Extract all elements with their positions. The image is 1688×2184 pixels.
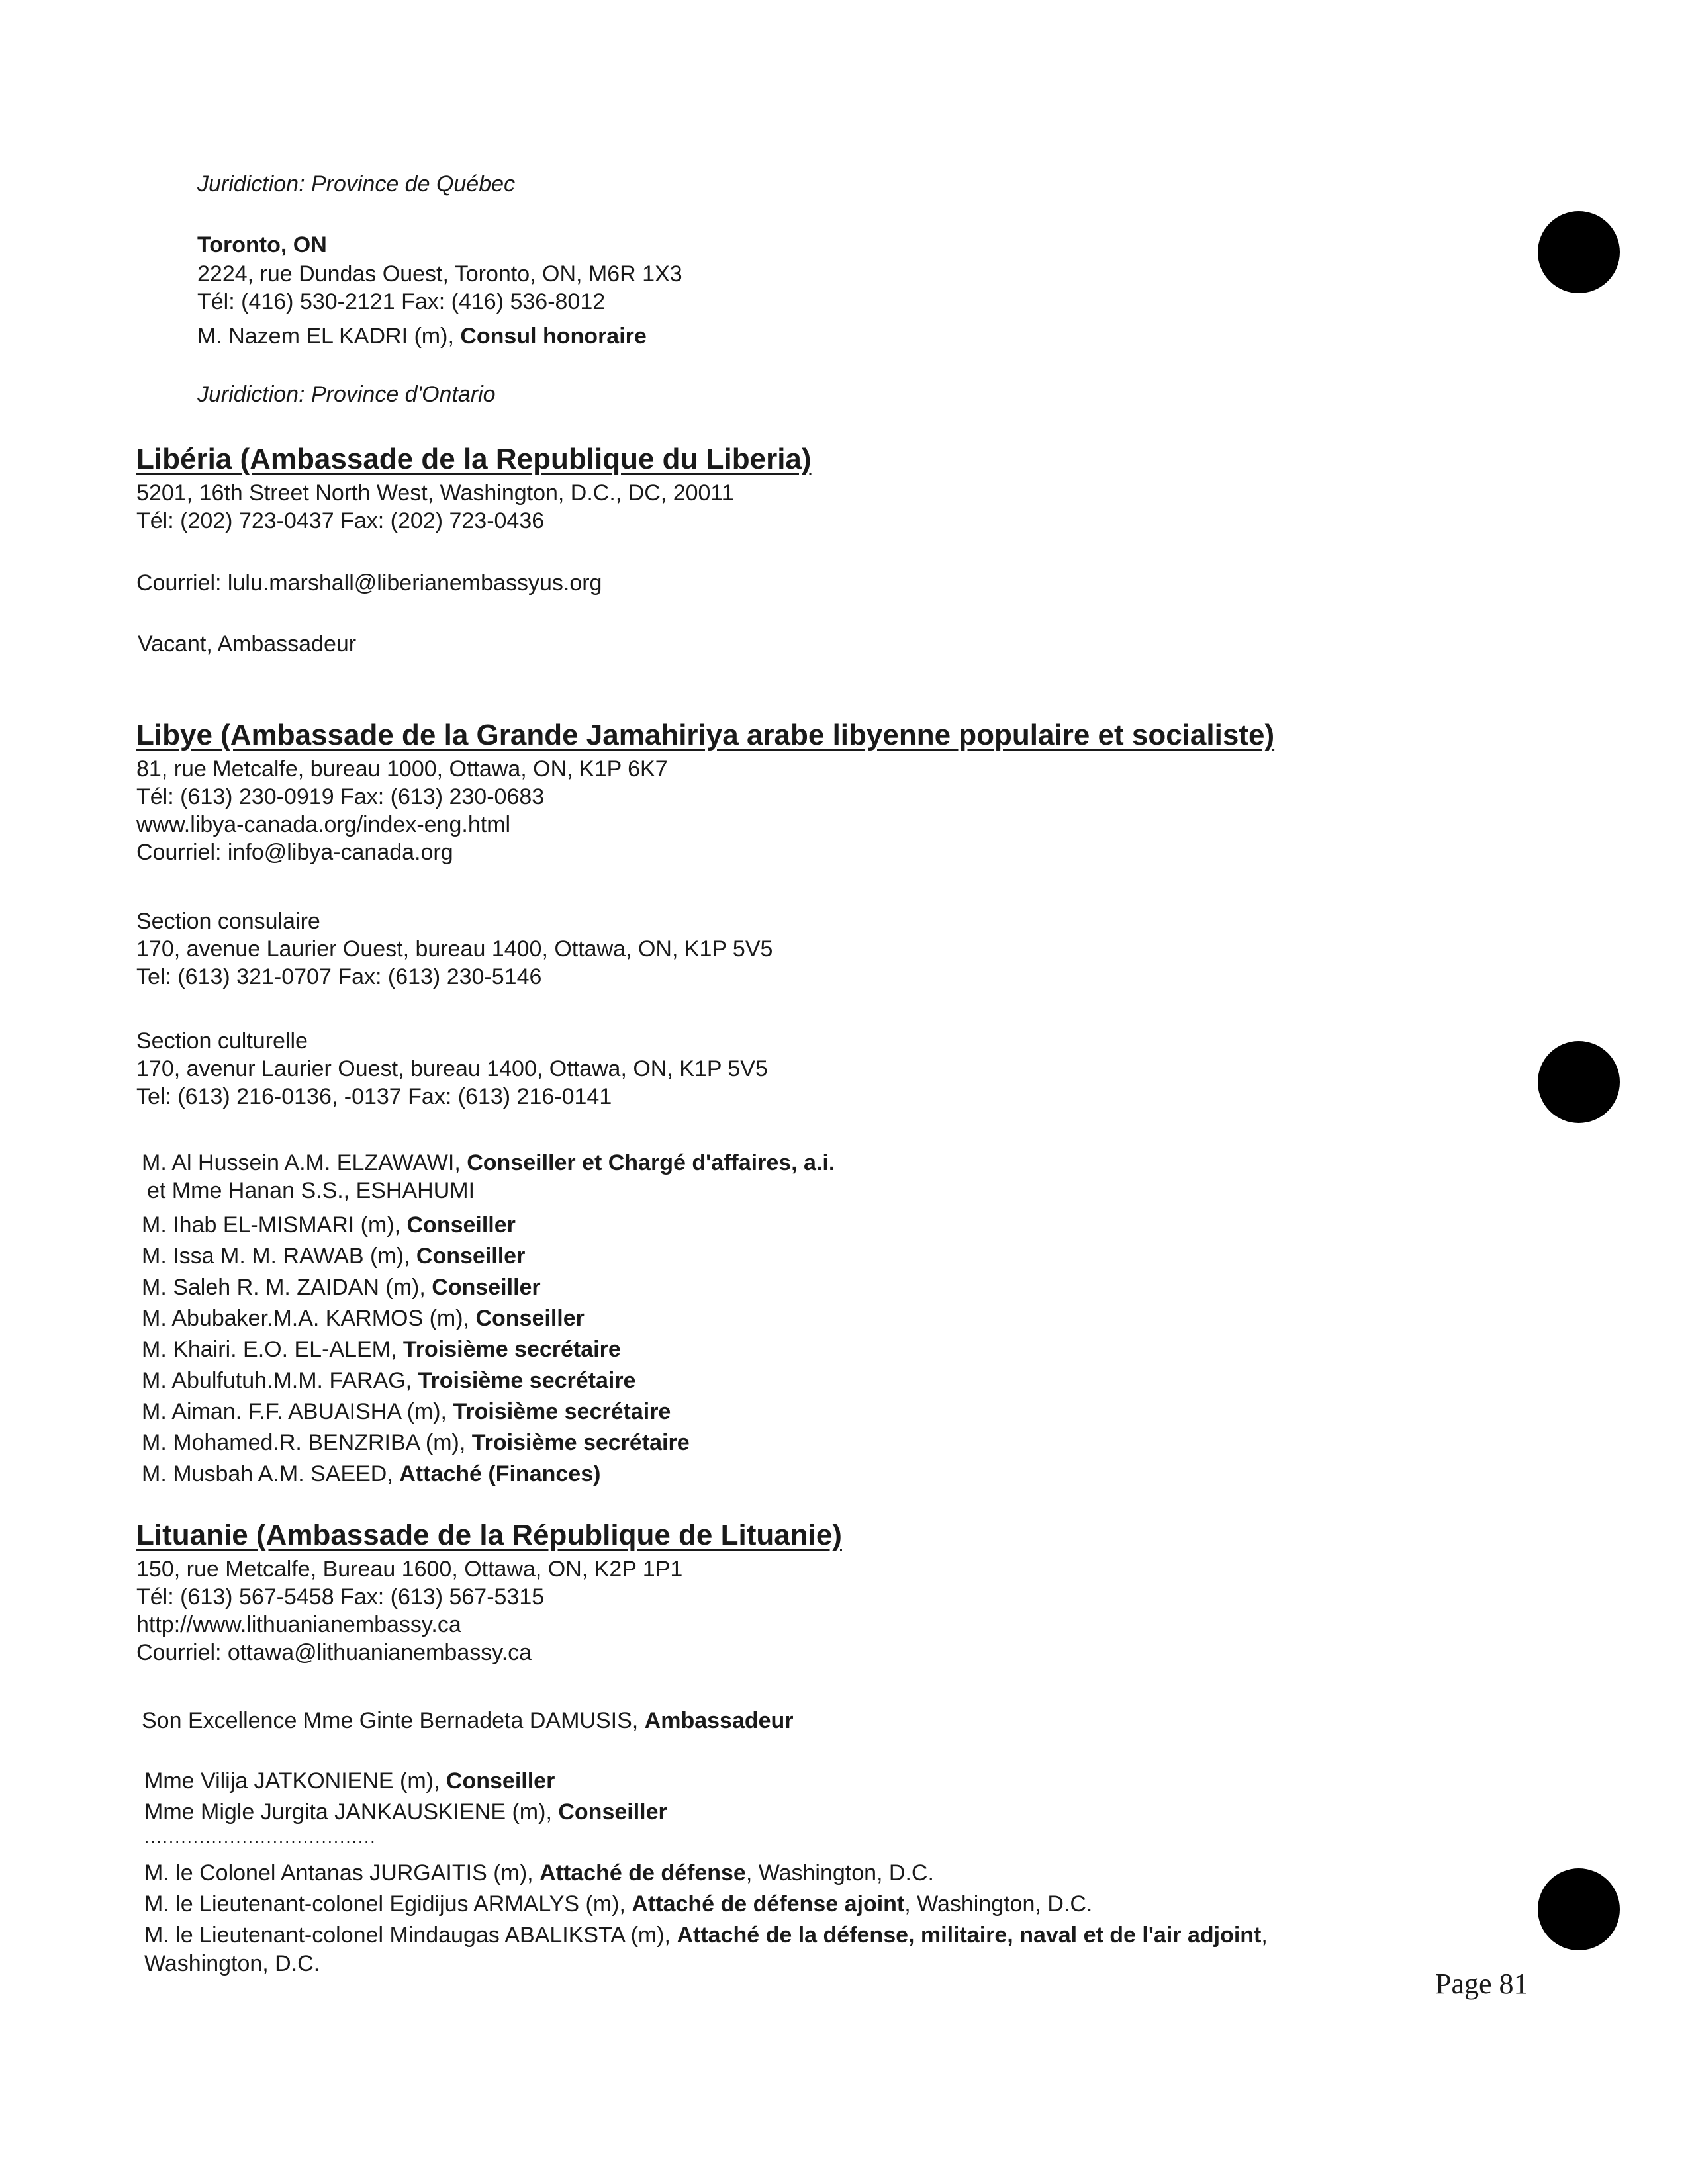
person-title: Ambassadeur (644, 1708, 794, 1733)
libya-consular-phone: Tel: (613) 321-0707 Fax: (613) 230-5146 (136, 964, 542, 989)
libya-cultural-address: 170, avenur Laurier Ouest, bureau 1400, Ottawa, ON, K1P 5V5 (136, 1056, 768, 1081)
person-title: Conseiller (406, 1212, 516, 1238)
libya-email: Courriel: info@libya-canada.org (136, 840, 453, 865)
list-item (142, 1336, 621, 1363)
libya-consular-address: 170, avenue Laurier Ouest, bureau 1400, Ottawa, ON, K1P 5V5 (136, 936, 773, 962)
list-item (142, 1243, 525, 1269)
libya-address: 81, rue Metcalfe, bureau 1000, Ottawa, ON, K1P 6K7 (136, 756, 668, 782)
person-name: M. Issa M. M. RAWAB (m), (142, 1244, 416, 1269)
person-location: , Washington, D.C. (904, 1891, 1093, 1917)
lithuania-email: Courriel: ottawa@lithuanianembassy.ca (136, 1640, 532, 1665)
punch-hole-middle (1538, 1041, 1620, 1123)
person-name: M. Mohamed.R. BENZRIBA (m), (142, 1430, 472, 1455)
person-title: Conseiller (475, 1306, 585, 1331)
list-item (142, 1274, 541, 1300)
list-item (142, 1430, 690, 1456)
page-number: Page 81 (1435, 1968, 1528, 2000)
person-title: Consul honoraire (460, 324, 647, 349)
list-item (142, 1305, 585, 1332)
toronto-phone: Tél: (416) 530-2121 Fax: (416) 536-8012 (197, 289, 606, 314)
person-title: Attaché de défense ajoint (632, 1891, 905, 1917)
person-title: Conseiller et Chargé d'affaires, a.i. (467, 1150, 835, 1175)
list-item (142, 1212, 516, 1238)
person-title: Troisième secrétaire (453, 1399, 671, 1424)
person-name: M. Aiman. F.F. ABUAISHA (m), (142, 1399, 453, 1424)
lithuania-heading: Lituanie (Ambassade de la République de Lituanie) (136, 1519, 842, 1551)
dotted-separator: ...................................... (144, 1827, 377, 1846)
punch-hole-top (1538, 211, 1620, 293)
person-title: Attaché (Finances) (399, 1461, 601, 1486)
person-location: , (1261, 1923, 1268, 1948)
person-name: Mme Vilija JATKONIENE (m), (144, 1768, 446, 1794)
toronto-address: 2224, rue Dundas Ouest, Toronto, ON, M6R 1X3 (197, 261, 682, 287)
list-item (142, 1367, 635, 1394)
person-name: M. le Lieutenant-colonel Mindaugas ABALIKSTA (m), (144, 1923, 677, 1948)
toronto-consul (197, 323, 647, 349)
person-title: Attaché de défense (539, 1860, 746, 1886)
liberia-email: Courriel: lulu.marshall@liberianembassyus.org (136, 570, 602, 596)
libya-charge-affaires (142, 1150, 835, 1176)
list-item (144, 1891, 1092, 1917)
person-name: M. le Lieutenant-colonel Egidijus ARMALYS (m), (144, 1891, 632, 1917)
list-item (142, 1461, 600, 1487)
lithuania-web: http://www.lithuanianembassy.ca (136, 1612, 461, 1637)
quebec-jurisdiction: Juridiction: Province de Québec (197, 171, 516, 197)
libya-cultural-phone: Tel: (613) 216-0136, -0137 Fax: (613) 216-0141 (136, 1084, 612, 1109)
person-name: M. le Colonel Antanas JURGAITIS (m), (144, 1860, 540, 1886)
liberia-heading: Libéria (Ambassade de la Republique du Liberia) (136, 443, 812, 475)
person-name: M. Nazem EL KADRI (m), (197, 324, 461, 349)
person-name: M. Abulfutuh.M.M. FARAG, (142, 1368, 418, 1393)
person-title: Troisième secrétaire (471, 1430, 690, 1455)
liberia-phone: Tél: (202) 723-0437 Fax: (202) 723-0436 (136, 508, 545, 533)
libya-cultural-label: Section culturelle (136, 1028, 308, 1054)
libya-web: www.libya-canada.org/index-eng.html (136, 812, 511, 837)
person-name: M. Al Hussein A.M. ELZAWAWI, (142, 1150, 467, 1175)
list-item-continuation: Washington, D.C. (144, 1951, 320, 1976)
person-name: M. Musbah A.M. SAEED, (142, 1461, 400, 1486)
libya-spouse: et Mme Hanan S.S., ESHAHUMI (147, 1178, 475, 1203)
person-title: Conseiller (416, 1244, 526, 1269)
list-item (142, 1398, 671, 1425)
lithuania-phone: Tél: (613) 567-5458 Fax: (613) 567-5315 (136, 1584, 545, 1610)
person-title: Troisième secrétaire (402, 1337, 621, 1362)
person-name: M. Saleh R. M. ZAIDAN (m), (142, 1275, 432, 1300)
list-item (144, 1922, 1268, 1948)
person-title: Attaché de la défense, militaire, naval et de l'air adjoint (677, 1923, 1262, 1948)
list-item (144, 1768, 555, 1794)
list-item (144, 1799, 667, 1825)
person-title: Troisième secrétaire (418, 1368, 636, 1393)
ontario-jurisdiction: Juridiction: Province d'Ontario (197, 382, 496, 407)
person-name: M. Abubaker.M.A. KARMOS (m), (142, 1306, 476, 1331)
person-title: Conseiller (432, 1275, 541, 1300)
person-title: Conseiller (558, 1799, 667, 1825)
person-title: Conseiller (445, 1768, 555, 1794)
lithuania-address: 150, rue Metcalfe, Bureau 1600, Ottawa, ON, K2P 1P1 (136, 1557, 683, 1582)
lithuania-ambassador (142, 1707, 794, 1734)
person-location: , Washington, D.C. (745, 1860, 934, 1886)
liberia-ambassador: Vacant, Ambassadeur (138, 631, 357, 657)
punch-hole-bottom (1538, 1868, 1620, 1950)
toronto-city: Toronto, ON (197, 232, 327, 257)
list-item (144, 1860, 934, 1886)
person-name: M. Ihab EL-MISMARI (m), (142, 1212, 407, 1238)
libya-heading: Libye (Ambassade de la Grande Jamahiriya arabe libyenne populaire et socialiste) (136, 719, 1275, 751)
person-name: Son Excellence Mme Ginte Bernadeta DAMUSIS, (142, 1708, 645, 1733)
libya-consular-label: Section consulaire (136, 909, 320, 934)
liberia-address: 5201, 16th Street North West, Washington, D.C., DC, 20011 (136, 480, 734, 506)
person-name: Mme Migle Jurgita JANKAUSKIENE (m), (144, 1799, 559, 1825)
libya-phone: Tél: (613) 230-0919 Fax: (613) 230-0683 (136, 784, 545, 809)
person-name: M. Khairi. E.O. EL-ALEM, (142, 1337, 403, 1362)
